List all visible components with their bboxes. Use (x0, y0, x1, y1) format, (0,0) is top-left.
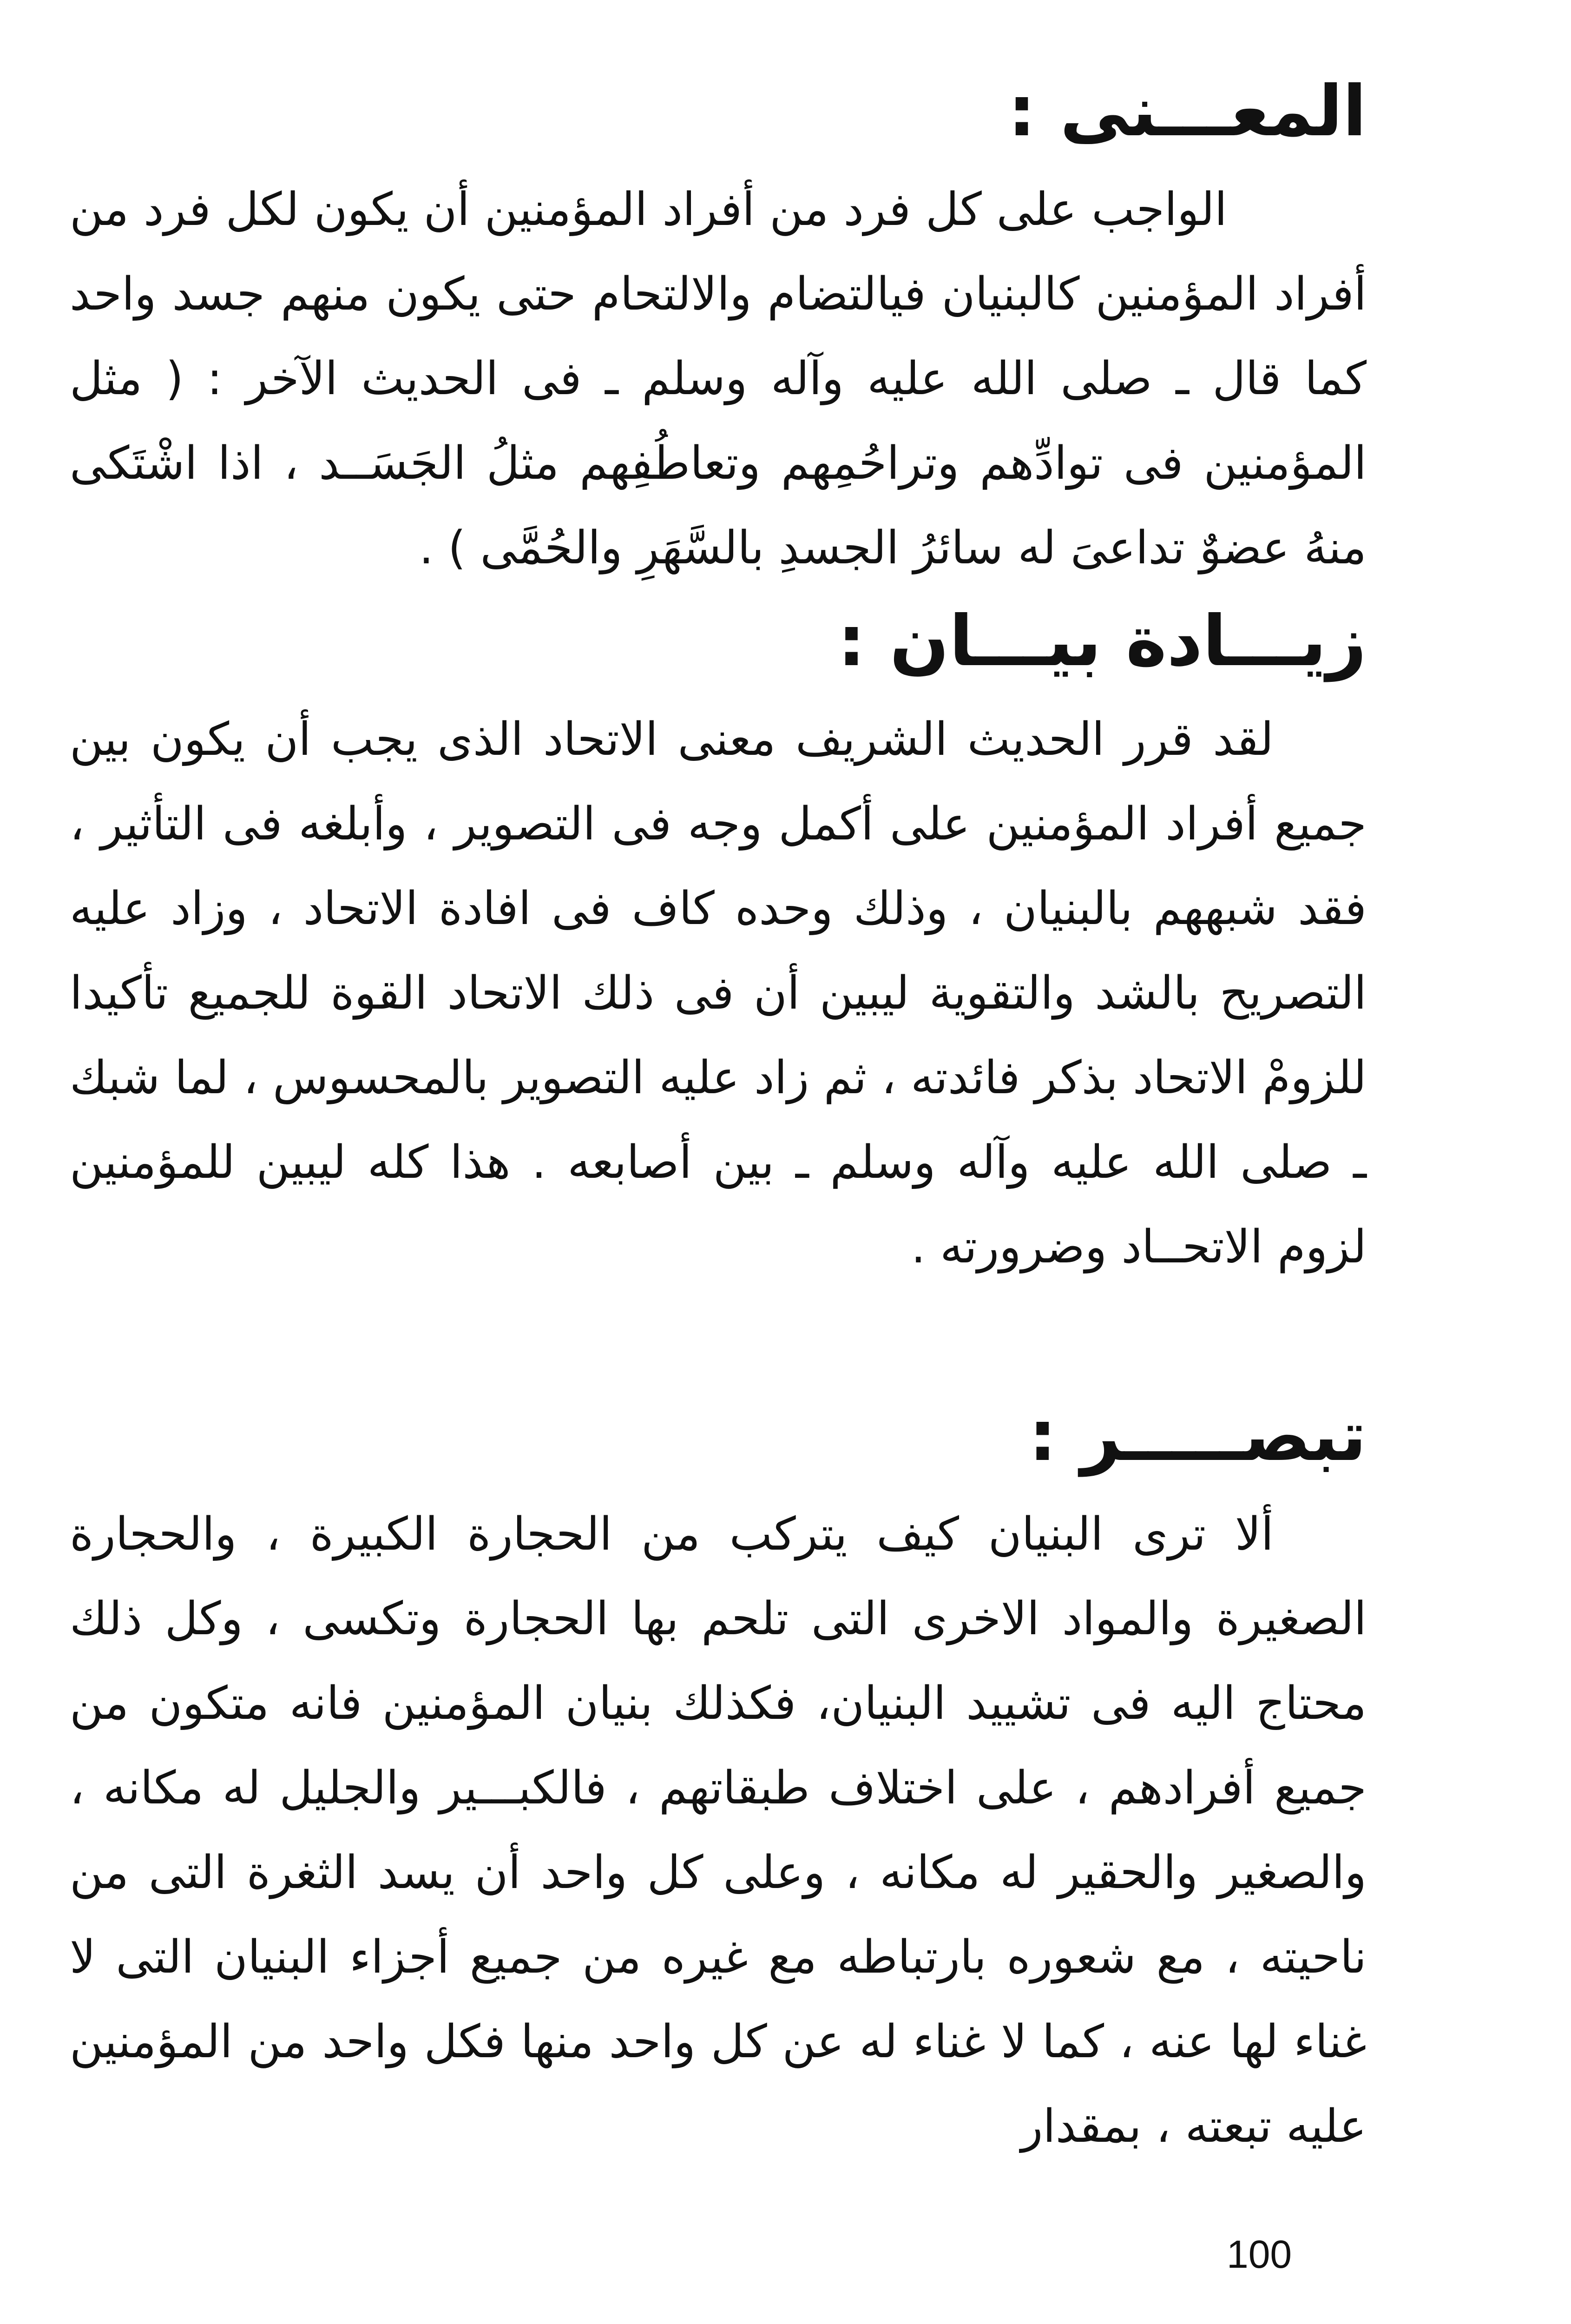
section-heading-more-explanation: زيـــادة بيـــان : (837, 601, 1367, 682)
section-more-explanation (70, 600, 1367, 1289)
section-meaning (70, 70, 1367, 590)
section-insight (70, 1394, 1367, 2169)
section-paragraph-more-explanation: لقد قرر الحديث الشريف معنى الاتحاد الذى يجب أن يكون بين جميع أفراد المؤمنين على أكمل وجه فى التصوير ، وأبلغه فى التأثير ، فقد شبههم بالبنيان ، وذلك وحده كاف فى افادة الاتحاد ، وزاد عليه التصريح بالشد والتقوية ليبين أن فى ذلك الاتحاد القوة للجميع تأكيدا للزومْ الاتحاد بذكر فائدته ، ثم زاد عليه التصوير بالمحسوس ، لما شبك ـ صلى الله عليه وآله وسلم ـ بين أصابعه . هذا كله ليبين للمؤمنين لزوم الاتحــاد وضرورته . (70, 713, 1367, 1274)
page-number: 100 (1227, 2232, 1292, 2276)
section-paragraph-insight: ألا ترى البنيان كيف يتركب من الحجارة الكبيرة ، والحجارة الصغيرة والمواد الاخرى التى تلحم بها الحجارة وتكسى ، وكل ذلك محتاج اليه فى تشييد البنيان، فكذلك بنيان المؤمنين فانه متكون من جميع أفرادهم ، على اختلاف طبقاتهم ، فالكبـــير والجليل له مكانه ، والصغير والحقير له مكانه ، وعلى كل واحد أن يسد الثغرة التى من ناحيته ، مع شعوره بارتباطه مع غيره من جميع أجزاء البنيان التى لا غناء لها عنه ، كما لا غناء له عن كل واحد منها فكل واحد من المؤمنين عليه تبعته ، بمقدار (70, 1508, 1367, 2153)
section-paragraph-meaning: الواجب على كل فرد من أفراد المؤمنين أن يكون لكل فرد من أفراد المؤمنين كالبنيان فيالتضام والالتحام حتى يكون منهم جسد واحد كما قال ـ صلى الله عليه وآله وسلم ـ فى الحديث الآخر : ( مثل المؤمنين فى توادِّهم وتراحُمِهم وتعاطُفِهم مثلُ الجَسَــد ، اذا اشْتَكى منهُ عضوٌ تداعىَ له سائرُ الجسدِ بالسَّهَرِ والحُمَّى ) . (70, 183, 1367, 574)
section-heading-meaning: المعـــنى : (1008, 71, 1367, 152)
section-heading-insight: تبصـــــر : (1028, 1396, 1367, 1477)
